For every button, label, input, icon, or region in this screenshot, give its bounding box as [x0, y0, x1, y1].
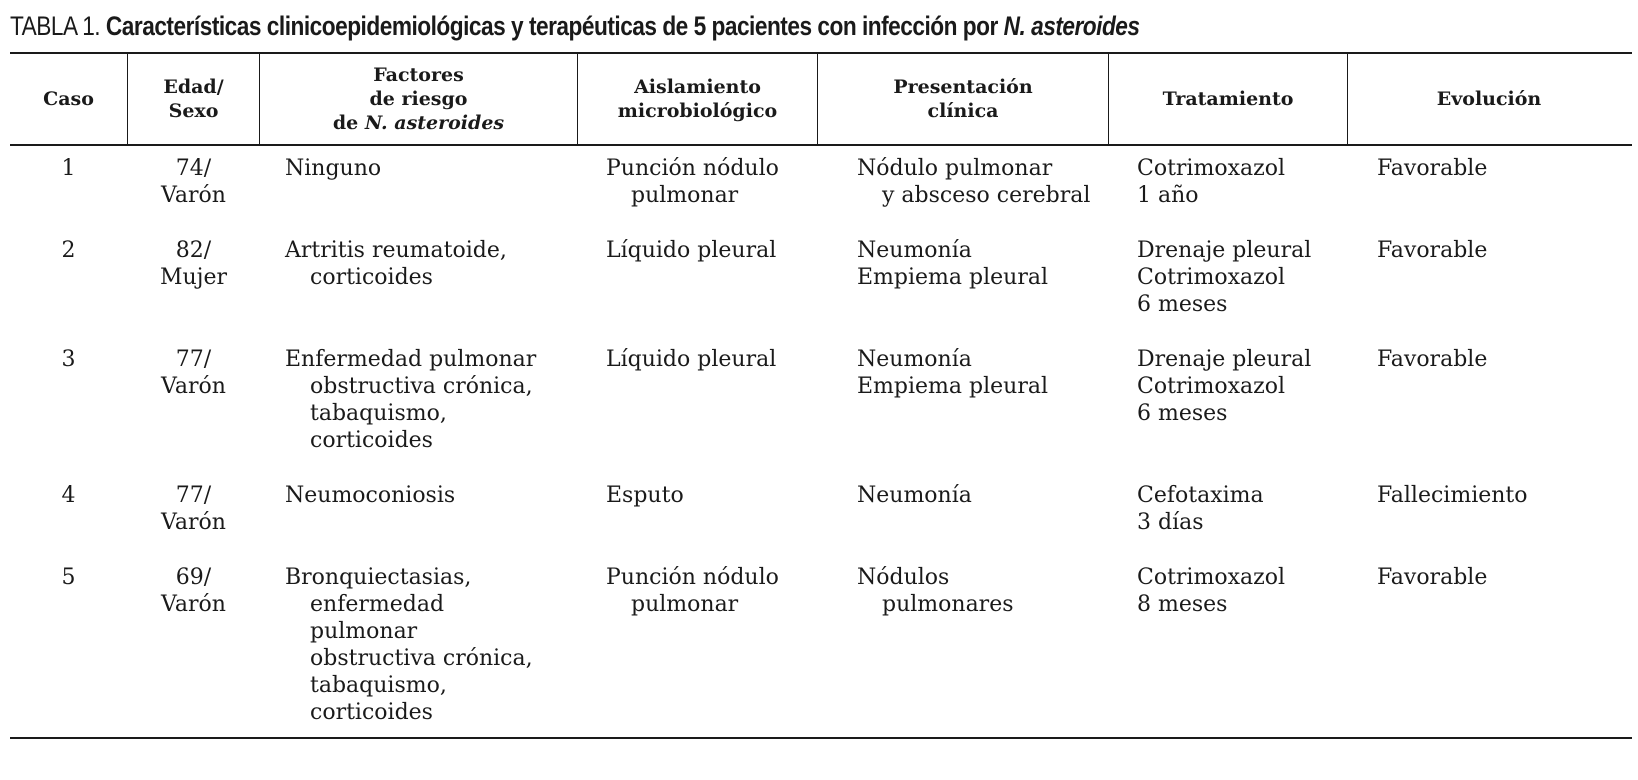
cell-factores-line: Enfermedad pulmonar: [285, 347, 537, 372]
cell-tratamiento-line: Drenaje pleural: [1137, 347, 1312, 372]
cell-aislamiento: [606, 482, 684, 509]
header-tratamiento-text: Tratamiento: [1162, 88, 1294, 110]
cell-tratamiento-line: 6 meses: [1137, 401, 1228, 426]
cell-aislamiento-line: Líquido pleural: [606, 238, 777, 263]
cell-presentacion: [857, 237, 1048, 291]
cell-factores-line: Artritis reumatoide,: [285, 238, 507, 263]
cell-presentacion-line: Nódulo pulmonar: [857, 156, 1053, 181]
header-aislamiento-line1: Aislamiento: [634, 76, 761, 98]
cell-tratamiento-line: Cefotaxima: [1137, 483, 1264, 508]
header-edad-sexo: [128, 54, 259, 144]
cell-edad: 82/: [175, 238, 212, 263]
cell-tratamiento: [1137, 155, 1285, 209]
cell-presentacion-line: Empiema pleural: [857, 265, 1049, 290]
header-factores-de: de: [332, 112, 359, 134]
cell-presentacion: [857, 346, 1048, 400]
cell-aislamiento: [606, 237, 776, 264]
cell-aislamiento: [606, 564, 779, 618]
cell-factores-line: Ninguno: [285, 156, 382, 181]
header-aislamiento-line2: microbiológico: [617, 100, 778, 122]
cell-aislamiento-line: Punción nódulo: [606, 156, 779, 181]
cell-factores: [285, 564, 533, 726]
cell-presentacion: [857, 155, 1090, 209]
header-sexo-line: Sexo: [168, 100, 219, 122]
cell-presentacion-line: Neumonía: [857, 238, 972, 263]
cell-tratamiento-line: Cotrimoxazol: [1137, 265, 1285, 290]
cell-aislamiento-line: pulmonar: [631, 183, 739, 208]
cell-aislamiento-line: Esputo: [606, 483, 684, 508]
cell-evolucion: Favorable: [1377, 238, 1488, 263]
bottom-rule: [10, 737, 1632, 739]
cell-presentacion-line: Empiema pleural: [857, 374, 1049, 399]
header-caso: [10, 54, 127, 144]
cell-presentacion: [857, 564, 1014, 618]
cell-edad-sexo: [128, 482, 259, 536]
cell-sexo: Mujer: [159, 265, 228, 290]
header-tratamiento: [1109, 54, 1347, 144]
header-factores-line1: Factores: [373, 64, 464, 86]
table-title: [106, 11, 1140, 41]
cell-factores: [285, 237, 507, 291]
header-presentacion-line2: clínica: [927, 100, 999, 122]
cell-tratamiento: [1137, 564, 1285, 618]
cell-sexo: Varón: [161, 183, 226, 208]
cell-edad-sexo: [128, 346, 259, 400]
table-label: TABLA 1.: [10, 11, 101, 41]
table-title-text: Características clinicoepidemiológicas y terapéuticas de 5 pacientes con infección por: [105, 11, 998, 41]
header-rule: [10, 144, 1632, 146]
header-edad-line: Edad/: [163, 76, 224, 98]
cell-edad-sexo: [128, 155, 259, 209]
cell-presentacion: [857, 482, 972, 509]
table-caption: [10, 6, 1140, 46]
cell-sexo: Varón: [161, 374, 226, 399]
table-title-italic: N. asteroides: [1003, 11, 1140, 41]
cell-tratamiento: [1137, 346, 1311, 427]
cell-aislamiento-line: Líquido pleural: [606, 347, 777, 372]
cell-factores-line: pulmonar: [310, 619, 418, 644]
header-evolucion: [1348, 54, 1630, 144]
cell-tratamiento-line: Cotrimoxazol: [1137, 565, 1285, 590]
cell-presentacion-line: Neumonía: [857, 483, 972, 508]
cell-tratamiento: [1137, 482, 1264, 536]
header-presentacion: [818, 54, 1108, 144]
cell-tratamiento-line: Cotrimoxazol: [1137, 374, 1285, 399]
cell-caso: 4: [61, 483, 76, 508]
cell-aislamiento: [606, 346, 776, 373]
cell-edad-sexo: [128, 237, 259, 291]
cell-factores-line: obstructiva crónica,: [310, 374, 533, 399]
cell-caso: 2: [61, 238, 76, 263]
cell-presentacion-line: Nódulos: [857, 565, 950, 590]
cell-evolucion: Favorable: [1377, 565, 1488, 590]
cell-factores-line: corticoides: [310, 265, 433, 290]
cell-tratamiento-line: 3 días: [1137, 510, 1204, 535]
cell-presentacion-line: pulmonares: [882, 592, 1014, 617]
cell-presentacion-line: Neumonía: [857, 347, 972, 372]
header-factores: [260, 54, 577, 144]
cell-edad-sexo: [128, 564, 259, 618]
cell-aislamiento-line: pulmonar: [631, 592, 739, 617]
cell-factores-line: corticoides: [310, 700, 433, 725]
cell-edad: 77/: [175, 483, 212, 508]
cell-caso: 5: [61, 565, 76, 590]
cell-tratamiento-line: 6 meses: [1137, 292, 1228, 317]
cell-factores-line: Bronquiectasias,: [285, 565, 472, 590]
cell-edad: 77/: [175, 347, 212, 372]
header-factores-line3: [333, 111, 504, 135]
cell-factores-line: Neumoconiosis: [285, 483, 456, 508]
cell-sexo: Varón: [161, 592, 226, 617]
header-caso-text: Caso: [43, 88, 94, 110]
cell-evolucion: Favorable: [1377, 347, 1488, 372]
cell-evolucion: Fallecimiento: [1377, 483, 1528, 508]
cell-tratamiento-line: Cotrimoxazol: [1137, 156, 1285, 181]
header-factores-italic: N. asteroides: [364, 112, 505, 134]
cell-factores-line: corticoides: [310, 428, 433, 453]
cell-sexo: Varón: [161, 510, 226, 535]
cell-factores: [285, 346, 536, 454]
cell-tratamiento-line: 8 meses: [1137, 592, 1228, 617]
cell-caso: 3: [61, 347, 76, 372]
cell-tratamiento-line: Drenaje pleural: [1137, 238, 1312, 263]
header-aislamiento: [578, 54, 817, 144]
header-evolucion-text: Evolución: [1436, 88, 1542, 110]
header-presentacion-line1: Presentación: [893, 76, 1033, 98]
cell-evolucion: Favorable: [1377, 156, 1488, 181]
cell-aislamiento: [606, 155, 779, 209]
cell-factores-line: tabaquismo,: [310, 401, 447, 426]
cell-edad: 74/: [175, 156, 212, 181]
cell-aislamiento-line: Punción nódulo: [606, 565, 779, 590]
cell-edad: 69/: [175, 565, 212, 590]
cell-factores: [285, 155, 381, 182]
header-factores-line2: de riesgo: [369, 88, 468, 110]
cell-factores-line: enfermedad: [310, 592, 445, 617]
cell-tratamiento-line: 1 año: [1137, 183, 1199, 208]
cell-caso: 1: [61, 156, 76, 181]
cell-factores-line: obstructiva crónica,: [310, 646, 533, 671]
cell-factores: [285, 482, 455, 509]
cell-tratamiento: [1137, 237, 1311, 318]
cell-factores-line: tabaquismo,: [310, 673, 447, 698]
cell-presentacion-line: y absceso cerebral: [882, 183, 1091, 208]
